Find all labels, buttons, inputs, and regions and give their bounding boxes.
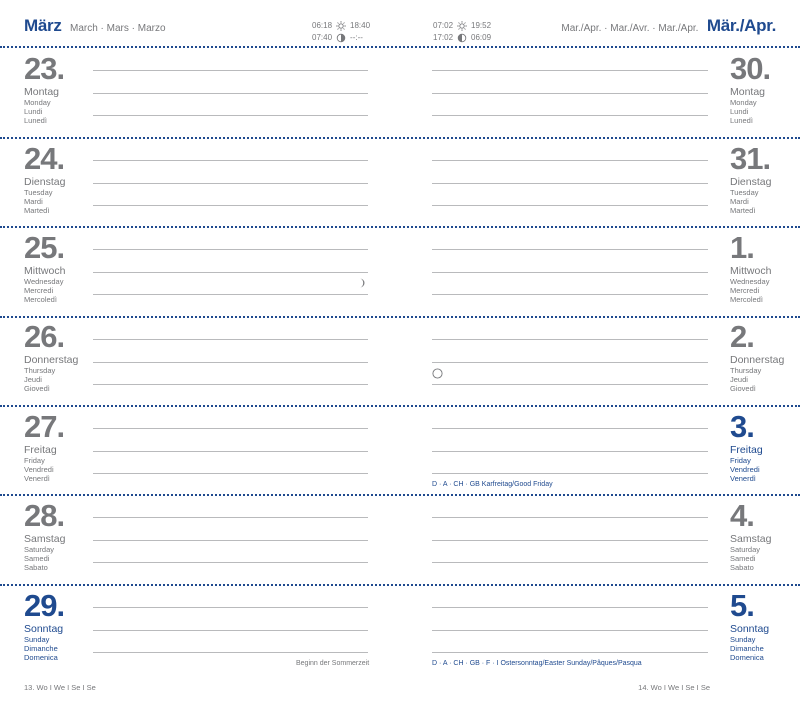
writing-line [432, 70, 708, 71]
week-number-left: 13. Wo I We I Se I Se [24, 683, 96, 692]
writing-line [432, 384, 708, 385]
right-month-translations: Mar./Apr. · Mar./Avr. · Mar./Apr. [561, 23, 699, 34]
day-entry-24 [24, 141, 66, 233]
writing-line [93, 473, 368, 474]
day-translation: Giovedì [730, 384, 756, 393]
writing-line [93, 272, 368, 273]
writing-line [432, 249, 708, 250]
writing-line [432, 562, 708, 563]
left-month-translations: March · Mars · Marzo [70, 23, 166, 34]
writing-line [432, 115, 708, 116]
day-number: 23. [24, 51, 65, 86]
day-translation: Venerdì [24, 474, 50, 483]
dst-note: Beginn der Sommerzeit [296, 660, 370, 667]
day-entry-3 [730, 409, 763, 501]
sunrise-time: 06:18 [312, 21, 333, 30]
day-number: 1. [730, 230, 754, 265]
writing-line [432, 451, 708, 452]
day-translation: Mardi [730, 197, 749, 206]
moon-phase-icon [336, 33, 346, 43]
day-translation: Vendredi [730, 465, 760, 474]
day-entry-23 [24, 51, 65, 143]
sun-icon [336, 21, 346, 31]
moonset-time: --:-- [350, 33, 363, 42]
day-translation: Lundi [24, 107, 43, 116]
day-entry-25 [24, 230, 66, 322]
waning-moon-icon [357, 278, 367, 288]
day-translation: Monday [24, 98, 51, 107]
header-right [561, 16, 776, 36]
day-translation: Friday [730, 456, 751, 465]
day-translation: Mardi [24, 197, 43, 206]
day-translation: Tuesday [730, 188, 759, 197]
day-separator [0, 584, 800, 586]
sunset-time: 18:40 [350, 21, 371, 30]
day-translation: Jeudi [24, 375, 42, 384]
day-number: 24. [24, 141, 65, 176]
writing-line [432, 294, 708, 295]
week-number-right: 14. Wo I We I Se I Se [638, 683, 710, 692]
sunset-time: 19:52 [471, 21, 492, 30]
day-entry-26 [24, 319, 79, 411]
day-translation: Sunday [730, 635, 756, 644]
writing-line [93, 630, 368, 631]
day-separator [0, 46, 800, 48]
day-name: Montag [730, 86, 766, 98]
sun-moon-right [433, 20, 491, 44]
day-translation: Martedì [730, 206, 756, 215]
day-number: 4. [730, 498, 754, 533]
day-translation: Mercredi [730, 286, 760, 295]
day-number: 2. [730, 319, 754, 354]
day-number: 29. [24, 588, 65, 623]
writing-line [93, 428, 368, 429]
day-translation: Wednesday [24, 277, 64, 286]
day-name: Mittwoch [730, 265, 772, 277]
day-entry-5 [730, 588, 770, 680]
day-number: 3. [730, 409, 754, 444]
day-number: 27. [24, 409, 65, 444]
day-entry-2 [730, 319, 785, 411]
moonrise-time: 17:02 [433, 33, 454, 42]
day-name: Samstag [730, 533, 772, 545]
sun-moon-left [312, 20, 370, 44]
day-translation: Saturday [730, 545, 761, 554]
day-separator [0, 137, 800, 139]
day-translation: Giovedì [24, 384, 50, 393]
day-entry-27 [24, 409, 65, 501]
writing-line [93, 362, 368, 363]
day-name: Samstag [24, 533, 66, 545]
writing-line [432, 540, 708, 541]
sun-icon [457, 21, 467, 31]
writing-line [432, 362, 708, 363]
writing-line [93, 294, 368, 295]
writing-line [93, 540, 368, 541]
writing-line [93, 70, 368, 71]
writing-line [432, 652, 708, 653]
writing-line [93, 249, 368, 250]
writing-line [432, 183, 708, 184]
day-translation: Sabato [24, 563, 48, 572]
day-name: Sonntag [730, 623, 770, 635]
moonrise-time: 07:40 [312, 33, 333, 42]
writing-line [93, 205, 368, 206]
day-name: Donnerstag [24, 354, 79, 366]
day-translation: Wednesday [730, 277, 770, 286]
day-name: Freitag [730, 444, 763, 456]
writing-line [93, 517, 368, 518]
writing-line [93, 93, 368, 94]
day-translation: Jeudi [730, 375, 748, 384]
day-translation: Vendredi [24, 465, 54, 474]
right-month-title: Mär./Apr. [706, 16, 776, 35]
day-translation: Martedì [24, 206, 50, 215]
day-number: 30. [730, 51, 771, 86]
sunrise-time: 07:02 [433, 21, 454, 30]
day-translation: Domenica [730, 653, 764, 662]
day-translation: Lunedì [730, 116, 753, 125]
day-translation: Sunday [24, 635, 50, 644]
holiday-note-easter: D · A · CH · GB · F · I Ostersonntag/Easter Sunday/Pâques/Pasqua [432, 660, 642, 667]
day-translation: Lunedì [24, 116, 47, 125]
writing-line [93, 607, 368, 608]
writing-line [432, 607, 708, 608]
day-number: 26. [24, 319, 65, 354]
moonset-time: 06:09 [471, 33, 492, 42]
day-translation: Thursday [24, 366, 56, 375]
writing-line [432, 93, 708, 94]
holiday-note-good-friday: D · A · CH · GB Karfreitag/Good Friday [432, 481, 553, 488]
writing-line [93, 384, 368, 385]
writing-line [432, 428, 708, 429]
day-translation: Mercredi [24, 286, 54, 295]
day-translation: Friday [24, 456, 45, 465]
writing-line [432, 272, 708, 273]
writing-line [93, 160, 368, 161]
day-entry-4 [730, 498, 772, 590]
day-separator [0, 494, 800, 496]
day-name: Montag [24, 86, 60, 98]
day-name: Donnerstag [730, 354, 785, 366]
day-translation: Venerdì [730, 474, 756, 483]
day-number: 31. [730, 141, 771, 176]
day-name: Dienstag [730, 176, 772, 188]
day-translation: Dimanche [24, 644, 58, 653]
writing-line [93, 652, 368, 653]
day-name: Sonntag [24, 623, 64, 635]
day-translation: Mercoledì [730, 295, 763, 304]
header-left [24, 16, 166, 36]
day-translation: Sabato [730, 563, 754, 572]
day-separator [0, 316, 800, 318]
writing-line [432, 339, 708, 340]
writing-line [93, 115, 368, 116]
day-entry-1 [730, 230, 772, 322]
day-number: 28. [24, 498, 65, 533]
day-separator [0, 405, 800, 407]
day-translation: Samedi [730, 554, 756, 563]
day-translation: Thursday [730, 366, 762, 375]
day-translation: Dimanche [730, 644, 764, 653]
writing-line [432, 160, 708, 161]
writing-line [432, 630, 708, 631]
day-name: Freitag [24, 444, 57, 456]
writing-line [93, 562, 368, 563]
day-entry-31 [730, 141, 772, 233]
day-translation: Saturday [24, 545, 55, 554]
day-number: 5. [730, 588, 754, 623]
day-number: 25. [24, 230, 65, 265]
writing-line [93, 451, 368, 452]
writing-line [432, 473, 708, 474]
day-translation: Mercoledì [24, 295, 57, 304]
day-entry-29 [24, 588, 65, 680]
day-translation: Samedi [24, 554, 50, 563]
day-translation: Monday [730, 98, 757, 107]
moon-phase-icon [457, 33, 467, 43]
writing-line [93, 183, 368, 184]
day-separator [0, 226, 800, 228]
day-entry-30 [730, 51, 771, 143]
day-entry-28 [24, 498, 66, 590]
day-translation: Tuesday [24, 188, 53, 197]
day-translation: Lundi [730, 107, 749, 116]
day-name: Dienstag [24, 176, 66, 188]
full-moon-icon [432, 368, 443, 379]
writing-line [432, 205, 708, 206]
day-name: Mittwoch [24, 265, 66, 277]
left-month-title: März [24, 16, 62, 35]
day-translation: Domenica [24, 653, 58, 662]
writing-line [432, 517, 708, 518]
writing-line [93, 339, 368, 340]
